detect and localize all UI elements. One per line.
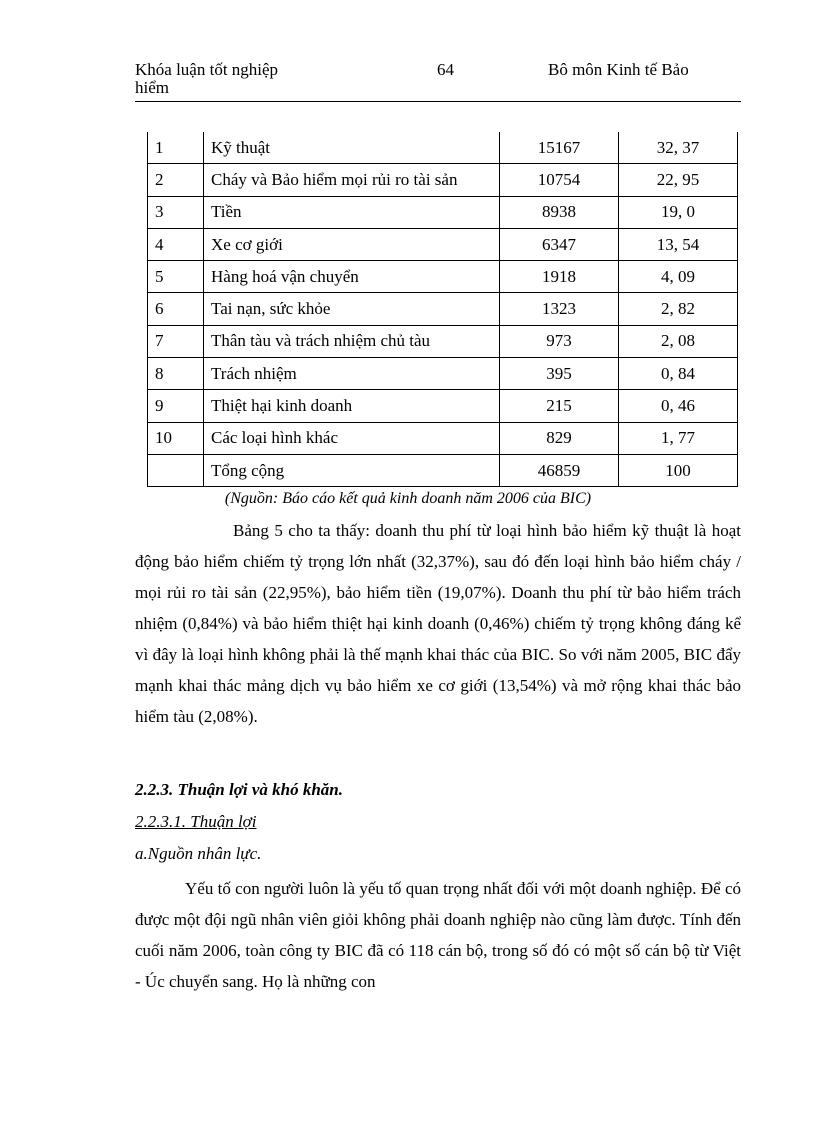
- header-left: [135, 60, 278, 98]
- item-heading-a: a.Nguồn nhân lực.: [135, 844, 262, 863]
- premium-table: [147, 132, 738, 487]
- share-cell: 2, 08: [619, 325, 738, 357]
- source-note: (Nguồn: Báo cáo kết quả kinh doanh năm 2006 của BIC): [224, 490, 592, 507]
- paragraph-human-resources: Yếu tố con người luôn là yếu tố quan trọng nhất đối với một doanh nghiệp. Để có được một đội ngũ nhân viên giỏi không phải doanh nghiệp nào cũng làm được. Tính đến cuối năm 2006, toàn công ty BIC đã có 118 cán bộ, trong số đó có một số cán bộ từ Việt - Úc chuyển sang. Họ là những con: [135, 879, 741, 991]
- share-cell: 22, 95: [619, 164, 738, 196]
- revenue-cell: 973: [500, 325, 619, 357]
- insurance-type-cell: Tai nạn, sức khỏe: [204, 293, 500, 325]
- table-row: [148, 454, 738, 486]
- revenue-cell: 8938: [500, 196, 619, 228]
- row-number-cell: [148, 454, 204, 486]
- insurance-type-cell: Hàng hoá vận chuyển: [204, 261, 500, 293]
- insurance-type-cell: Xe cơ giới: [204, 228, 500, 260]
- table-row: [148, 196, 738, 228]
- revenue-cell: 10754: [500, 164, 619, 196]
- row-number-cell: 9: [148, 390, 204, 422]
- page-number: 64: [437, 60, 454, 79]
- header-left-line2: hiểm: [135, 78, 169, 97]
- revenue-cell: 15167: [500, 132, 619, 164]
- share-cell: 4, 09: [619, 261, 738, 293]
- insurance-type-cell: Kỹ thuật: [204, 132, 500, 164]
- header-left-line1: Khóa luận tốt nghiệp: [135, 60, 279, 79]
- table-row: [148, 390, 738, 422]
- row-number-cell: 10: [148, 422, 204, 454]
- share-cell: 19, 0: [619, 196, 738, 228]
- revenue-cell: 215: [500, 390, 619, 422]
- share-cell: 100: [619, 454, 738, 486]
- insurance-type-cell: Thiệt hại kinh doanh: [204, 390, 500, 422]
- insurance-type-cell: Thân tàu và trách nhiệm chủ tàu: [204, 325, 500, 357]
- share-cell: 0, 84: [619, 358, 738, 390]
- row-number-cell: 6: [148, 293, 204, 325]
- table-row: [148, 228, 738, 260]
- revenue-cell: 1323: [500, 293, 619, 325]
- revenue-cell: 46859: [500, 454, 619, 486]
- table-row: [148, 293, 738, 325]
- header-right: Bô môn Kinh tế Bảo: [548, 60, 689, 79]
- row-number-cell: 7: [148, 325, 204, 357]
- table-row: [148, 132, 738, 164]
- row-number-cell: 3: [148, 196, 204, 228]
- table-row: [148, 164, 738, 196]
- insurance-type-cell: Cháy và Bảo hiểm mọi rủi ro tài sản: [204, 164, 500, 196]
- insurance-type-cell: Tiền: [204, 196, 500, 228]
- section-heading-2-2-3: 2.2.3. Thuận lợi và khó khăn.: [135, 780, 343, 799]
- table-row: [148, 325, 738, 357]
- share-cell: 2, 82: [619, 293, 738, 325]
- revenue-cell: 6347: [500, 228, 619, 260]
- insurance-type-cell: Các loại hình khác: [204, 422, 500, 454]
- insurance-type-cell: Tổng cộng: [204, 454, 500, 486]
- row-number-cell: 4: [148, 228, 204, 260]
- header-rule: [135, 101, 741, 102]
- revenue-cell: 1918: [500, 261, 619, 293]
- row-number-cell: 8: [148, 358, 204, 390]
- paragraph-analysis: Bảng 5 cho ta thấy: doanh thu phí từ loại hình bảo hiểm kỹ thuật là hoạt động bảo hiểm chiếm tỷ trọng lớn nhất (32,37%), sau đó đến loại hình bảo hiểm cháy / mọi rủi ro tài sản (22,95%), bảo hiểm tiền (19,07%). Doanh thu phí từ bảo hiểm trách nhiệm (0,84%) và bảo hiểm thiệt hại kinh doanh (0,46%) chiếm tỷ trọng không đáng kể vì đây là loại hình không phải là thế mạnh khai thác của BIC. So với năm 2005, BIC đẩy mạnh khai thác mảng dịch vụ bảo hiểm xe cơ giới (13,54%) và mở rộng khai thác bảo hiểm tàu (2,08%).: [135, 521, 741, 726]
- row-number-cell: 5: [148, 261, 204, 293]
- share-cell: 1, 77: [619, 422, 738, 454]
- revenue-cell: 395: [500, 358, 619, 390]
- share-cell: 13, 54: [619, 228, 738, 260]
- subsection-heading-2-2-3-1: 2.2.3.1. Thuận lợi: [135, 812, 257, 831]
- row-number-cell: 1: [148, 132, 204, 164]
- table-row: [148, 358, 738, 390]
- table-row: [148, 422, 738, 454]
- table-row: [148, 261, 738, 293]
- share-cell: 0, 46: [619, 390, 738, 422]
- revenue-cell: 829: [500, 422, 619, 454]
- row-number-cell: 2: [148, 164, 204, 196]
- insurance-type-cell: Trách nhiệm: [204, 358, 500, 390]
- share-cell: 32, 37: [619, 132, 738, 164]
